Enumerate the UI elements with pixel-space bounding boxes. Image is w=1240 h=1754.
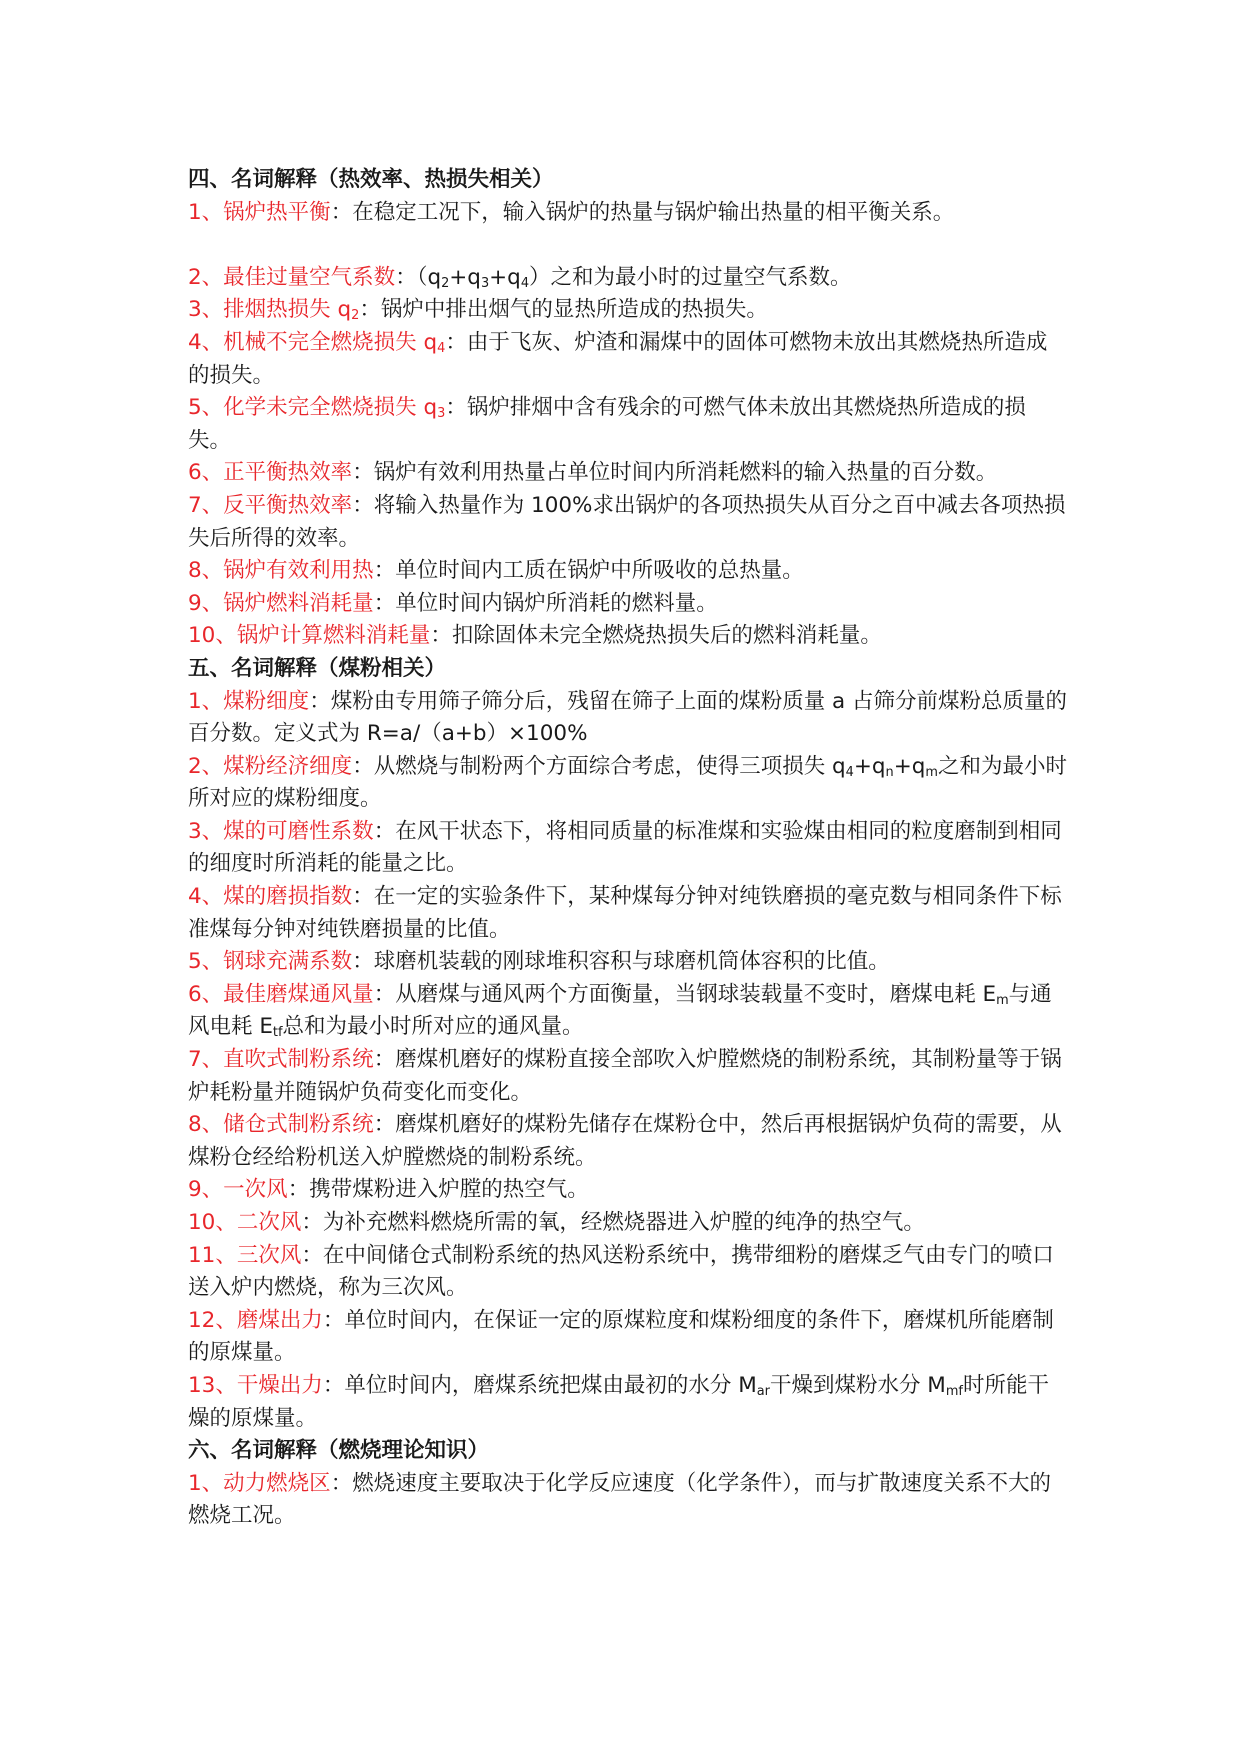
definition: ：磨煤机磨好的煤粉直接全部吹入炉膛燃烧的制粉系统，其制粉量等于锅炉耗粉量并随锅炉负荷变化而变化。 (188, 1047, 1062, 1105)
term: 6、最佳磨煤通风量 (188, 981, 374, 1007)
term: 12、磨煤出力 (188, 1307, 323, 1333)
term: 1、动力燃烧区 (188, 1470, 331, 1496)
term: 10、二次风 (188, 1210, 302, 1235)
entry-economic-fineness (188, 751, 1068, 816)
term: 1、锅炉热平衡 (188, 199, 331, 225)
section-title: 六、名词解释（燃烧理论知识） (188, 1438, 490, 1464)
entry-storage-system (188, 1109, 1068, 1174)
entry-mill-output (188, 1305, 1068, 1370)
entry-indirect-efficiency (188, 490, 1068, 555)
definition: ：锅炉排烟中含有残余的可燃气体未放出其燃烧热所造成的损失。 (188, 395, 1026, 453)
term: 2、最佳过量空气系数 (188, 264, 396, 290)
term: 9、锅炉燃料消耗量 (188, 590, 374, 616)
term: 4、煤的磨损指数 (188, 884, 353, 910)
entry-boiler-heat-balance (188, 197, 1068, 230)
section-title: 五、名词解释（煤粉相关） (188, 655, 447, 681)
term: 3、煤的可磨性系数 (188, 818, 374, 844)
term: 4、机械不完全燃烧损失 $q_4$ (188, 329, 446, 357)
definition: ：锅炉有效利用热量占单位时间内所消耗燃料的输入热量的百分数。 (352, 460, 998, 486)
entry-ball-filling (188, 946, 1068, 979)
definition: ：单位时间内，在保证一定的原煤粒度和煤粉细度的条件下，磨煤机所能磨制的原煤量。 (188, 1307, 1054, 1366)
entry-mechanical-loss (188, 327, 1068, 392)
entry-fuel-consumption (188, 588, 1068, 621)
definition: ：单位时间内锅炉所消耗的燃料量。 (373, 590, 718, 616)
entry-direct-firing (188, 1044, 1068, 1109)
term: 7、直吹式制粉系统 (188, 1047, 374, 1073)
entry-secondary-air (188, 1207, 1068, 1240)
section-title: 四、名词解释（热效率、热损失相关） (188, 167, 554, 192)
term: 2、煤粉经济细度 (188, 753, 353, 779)
entry-pulverized-fineness (188, 686, 1068, 751)
definition: ：球磨机装载的刚球堆积容积与球磨机筒体容积的比值。 (352, 949, 890, 975)
term: 7、反平衡热效率 (188, 492, 353, 518)
definition: ：扣除固体未完全燃烧热损失后的燃料消耗量。 (430, 623, 882, 649)
document-page (188, 164, 1068, 1533)
entry-grindability (188, 816, 1068, 881)
definition: ：在稳定工况下，输入锅炉的热量与锅炉输出热量的相平衡关系。 (330, 199, 955, 225)
blank-line (188, 229, 1068, 262)
term: 10、锅炉计算燃料消耗量 (188, 623, 431, 649)
term: 13、干燥出力 (188, 1372, 323, 1398)
entry-calculated-fuel (188, 620, 1068, 653)
definition: ：$(q_2+q_3+q_4)$之和为最小时的过量空气系数。 (395, 264, 852, 291)
definition: ：从燃烧与制粉两个方面综合考虑，使得三项损失 $q_4+q_n+q_m$之和为最小时所对应的煤粉细度。 (188, 753, 1067, 812)
entry-abrasion-index (188, 881, 1068, 946)
definition: ：燃烧速度主要取决于化学反应速度（化学条件），而与扩散速度关系不大的燃烧工况。 (188, 1470, 1051, 1529)
entry-direct-efficiency (188, 457, 1068, 490)
definition: ：单位时间内，磨煤系统把煤由最初的水分 $M_{ar}$干燥到煤粉水分 $M_{mf}$时所能干燥的原煤量。 (188, 1372, 1049, 1431)
term: 5、化学未完全燃烧损失 $q_3$ (188, 395, 446, 422)
entry-useful-heat (188, 555, 1068, 588)
definition: ：从磨煤与通风两个方面衡量，当钢球装载量不变时，磨煤电耗 $E_m$与通风电耗 $E_{tf}$总和为最小时所对应的通风量。 (188, 981, 1052, 1041)
entry-optimal-excess-air (188, 262, 1068, 295)
definition: ：磨煤机磨好的煤粉先储存在煤粉仓中，然后再根据锅炉负荷的需要，从煤粉仓经给粉机送入炉膛燃烧的制粉系统。 (188, 1112, 1062, 1170)
entry-primary-air (188, 1174, 1068, 1207)
term: 9、一次风 (188, 1177, 288, 1203)
definition: ：单位时间内工质在锅炉中所吸收的总热量。 (373, 558, 804, 584)
entry-optimal-ventilation (188, 979, 1068, 1044)
entry-exhaust-loss (188, 294, 1068, 327)
term: 3、排烟热损失 $q_2$ (188, 297, 360, 324)
definition: ：在风干状态下，将相同质量的标准煤和实验煤由相同的粒度磨制到相同的细度时所消耗的能量之比。 (188, 818, 1062, 877)
term: 8、锅炉有效利用热 (188, 558, 374, 584)
entry-chemical-loss (188, 392, 1068, 457)
term: 8、储仓式制粉系统 (188, 1112, 374, 1138)
term: 6、正平衡热效率 (188, 460, 353, 486)
definition: ：携带煤粉进入炉膛的热空气。 (287, 1177, 589, 1203)
definition: ：将输入热量作为 100%求出锅炉的各项热损失从百分之百中减去各项热损失后所得的效率。 (188, 492, 1066, 551)
entry-kinetic-combustion (188, 1468, 1068, 1533)
definition: ：煤粉由专用筛子筛分后，残留在筛子上面的煤粉质量 a 占筛分前煤粉总质量的百分数。定义式为 R=a/（a+b）×100% (188, 688, 1068, 747)
definition: ：在一定的实验条件下，某种煤每分钟对纯铁磨损的毫克数与相同条件下标准煤每分钟对纯铁磨损量的比值。 (188, 884, 1062, 942)
definition: ：在中间储仓式制粉系统的热风送粉系统中，携带细粉的磨煤乏气由专门的喷口送入炉内燃烧，称为三次风。 (188, 1242, 1054, 1301)
term: 5、钢球充满系数 (188, 949, 353, 975)
definition: ：锅炉中排出烟气的显热所造成的热损失。 (359, 297, 768, 323)
term: 11、三次风 (188, 1242, 302, 1268)
entry-drying-output (188, 1370, 1068, 1435)
term: 1、煤粉细度 (188, 688, 310, 714)
definition: ：由于飞灰、炉渣和漏煤中的固体可燃物未放出其燃烧热所造成的损失。 (188, 329, 1048, 388)
entry-tertiary-air (188, 1240, 1068, 1305)
definition: ：为补充燃料燃烧所需的氧，经燃烧器进入炉膛的纯净的热空气。 (301, 1210, 925, 1235)
